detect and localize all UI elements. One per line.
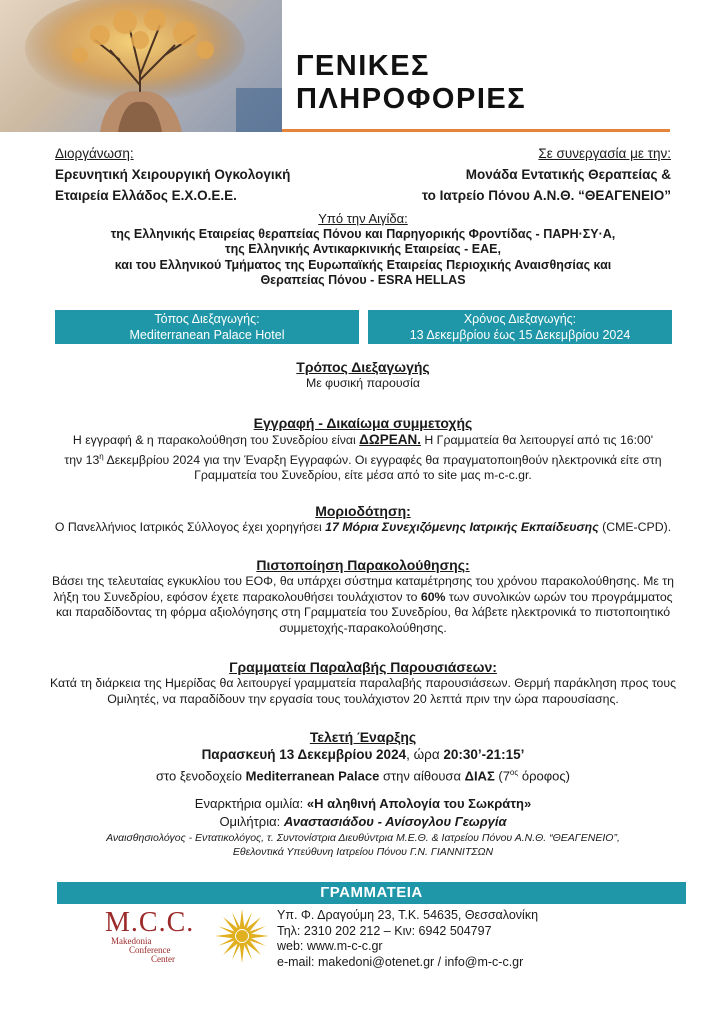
partner-label: Σε συνεργασία με την: (538, 146, 671, 161)
hero-artwork (0, 0, 282, 132)
mode-section (40, 358, 686, 392)
title-line-1: ΓΕΝΙΚΕΣ (296, 50, 430, 82)
tree-hands-illustration (0, 0, 282, 132)
organizer-block (55, 143, 290, 206)
opening-date: Παρασκευή 13 Δεκεμβρίου 2024 (201, 747, 407, 762)
logo-sub-3: Center (151, 954, 175, 964)
page-title (296, 50, 526, 116)
aegis-line-3: και του Ελληνικού Τμήματος της Ευρωπαϊκής Εταιρείας Περιοχικής Αναισθησίας και (114, 257, 612, 272)
dates-value: 13 Δεκεμβρίου έως 15 Δεκεμβρίου 2024 (409, 328, 631, 342)
registration-section (40, 414, 686, 484)
aegis-label: Υπό την Αιγίδα: (318, 211, 408, 226)
registration-line-2 (40, 449, 686, 469)
credits-text-c: (CME-CPD). (598, 520, 672, 534)
registration-line-1 (40, 432, 686, 449)
opening-venue-c: στην αίθουσα (379, 768, 465, 784)
certificate-heading: Πιστοποίηση Παρακολούθησης: (256, 557, 470, 573)
lecture-line (40, 795, 686, 813)
opening-floor-b: όροφος) (518, 768, 570, 784)
speaker-role-1: Αναισθησιολόγος - Εντατικολόγος, τ. Συντονίστρια Διευθύντρια Μ.Ε.Θ. & Ιατρείου Πόνου Α.Ν.Θ. “ΘΕΑΓΕΝΕΙΟ”, (106, 832, 620, 845)
opening-heading: Τελετή Έναρξης (309, 729, 417, 745)
logo-sub-1: Makedonia (111, 936, 152, 946)
mcc-logo (105, 907, 265, 969)
registration-text-c: Η Γραμματεία θα λειτουργεί από τις 16:00' (420, 433, 654, 447)
secretariat-banner: ΓΡΑΜΜΑΤΕΙΑ (57, 882, 686, 904)
opening-section (40, 728, 686, 859)
opening-date-line (40, 746, 686, 764)
speaker-role-2: Εθελοντικά Υπεύθυνη Ιατρείου Πόνου Γ.Ν. ΓΙΑΝΝΙΤΣΩΝ (232, 846, 494, 859)
aegis-line-1: της Ελληνικής Εταιρείας θεραπείας Πόνου και Παρηγορικής Φροντίδας - ΠΑΡΗ·ΣΥ·Α, (110, 226, 616, 241)
aegis-line-2: της Ελληνικής Αντικαρκινικής Εταιρείας - ΕΑΕ, (225, 242, 501, 256)
opening-hall: ΔΙΑΣ (464, 768, 495, 784)
certificate-percent: 60% (420, 589, 446, 604)
partner-line-1: Μονάδα Εντατικής Θεραπείας & (465, 167, 671, 182)
certificate-line-2 (40, 590, 686, 606)
certificate-line-1: Βάσει της τελευταίας εγκυκλίου του ΕΟΦ, θα υπάρχει σύστημα καταμέτρησης του χρόνου παρακολούθησης. Με τη (52, 574, 674, 588)
title-line-2: ΠΛΗΡΟΦΟΡΙΕΣ (296, 83, 527, 115)
contact-web[interactable]: web: www.m-c-c.gr (277, 939, 383, 953)
credits-text-a: Ο Πανελλήνιος Ιατρικός Σύλλογος έχει χορηγήσει (54, 520, 326, 534)
opening-hotel: Mediterranean Palace (245, 768, 380, 784)
mode-heading: Τρόπος Διεξαγωγής (296, 359, 430, 375)
certificate-line-3: και παραδίδοντας τη φόρμα αξιολόγησης στη Γραμματεία του Συνεδρίου, θα λάβετε ηλεκτρονικά το πιστοποιητικό (55, 605, 671, 619)
opening-venue-line (40, 764, 686, 785)
credits-section (40, 502, 686, 536)
registration-date-sup: η (99, 451, 104, 461)
dates-label: Χρόνος Διεξαγωγής: (463, 312, 577, 326)
registration-line-3: Γραμματεία του Συνεδρίου, είτε μέσα από το site μας m-c-c.gr. (194, 468, 532, 483)
contact-block (277, 908, 538, 970)
lecture-label: Εναρκτήρια ομιλία: (194, 796, 307, 812)
credits-points: 17 Μόρια Συνεχιζόμενης Ιατρικής Εκπαίδευσης (325, 520, 599, 534)
venue-label: Τόπος Διεξαγωγής: (154, 312, 260, 326)
credits-line (40, 520, 686, 536)
registration-heading: Εγγραφή - Δικαίωμα συμμετοχής (253, 415, 473, 431)
organizer-line-1: Ερευνητική Χειρουργική Ογκολογική (55, 167, 291, 182)
opening-floor-a: (7 (494, 768, 510, 784)
title-divider (282, 129, 670, 132)
certificate-section (40, 556, 686, 636)
opening-time: 20:30’-21:15’ (443, 747, 525, 762)
organizer-line-2: Εταιρεία Ελλάδος Ε.Χ.Ο.Ε.Ε. (55, 188, 237, 203)
certificate-text-a: λήξη του Συνεδρίου, εφόσον έχετε παρακολουθήσει τουλάχιστον το (53, 589, 421, 604)
logo-subtitle (111, 937, 175, 964)
speaker-line (40, 813, 686, 831)
speaker-name: Αναστασιάδου - Ανίσογλου Γεωργία (283, 814, 507, 830)
presentations-line-2: Ομιλητές, να παραδίδουν την εργασία τους τουλάχιστον 20 λεπτά πριν την ώρα παρουσίασης. (107, 691, 619, 706)
registration-text-a: Η εγγραφή & η παρακολούθηση του Συνεδρίου είναι (72, 433, 360, 447)
opening-time-label: , ώρα (406, 747, 444, 762)
logo-letters: M.C.C. (105, 907, 195, 938)
logo-sub-2: Conference (129, 945, 171, 955)
aegis-block (40, 211, 686, 289)
partner-line-2: το Ιατρείο Πόνου Α.Ν.Θ. “ΘΕΑΓΕΝΕΙΟ” (422, 188, 671, 203)
presentations-heading: Γραμματεία Παραλαβής Παρουσιάσεων: (229, 659, 497, 675)
opening-venue-a: στο ξενοδοχείο (156, 768, 246, 784)
registration-date-a: την 13 (64, 452, 100, 467)
venue-box (55, 310, 359, 344)
contact-address: Υπ. Φ. Δραγούμη 23, Τ.Κ. 54635, Θεσσαλονίκη (277, 908, 539, 922)
contact-phone: Τηλ: 2310 202 212 – Κιν: 6942 504797 (277, 923, 492, 938)
organizer-label: Διοργάνωση: (55, 146, 134, 161)
vergina-sun-icon (215, 907, 269, 965)
venue-value: Mediterranean Palace Hotel (129, 328, 285, 342)
contact-email[interactable]: e-mail: makedoni@otenet.gr / info@m-c-c.gr (277, 954, 524, 969)
registration-date-b: Δεκεμβρίου 2024 για την Έναρξη Εγγραφών. Οι εγγραφές θα πραγματοποιηθούν ηλεκτρονικά είτε στη (103, 452, 662, 467)
certificate-line-4: συμμετοχής-παρακολούθησης. (279, 620, 447, 635)
dates-box (368, 310, 672, 344)
free-entry-highlight: ΔΩΡΕΑΝ. (359, 432, 421, 447)
lecture-title: «Η αληθινή Απολογία του Σωκράτη» (306, 796, 532, 812)
mode-text: Με φυσική παρουσία (306, 376, 420, 390)
aegis-line-4: Θεραπείας Πόνου - ESRA HELLAS (260, 273, 466, 287)
partner-block (422, 143, 671, 206)
opening-floor-sup: ος (509, 768, 519, 777)
credits-heading: Μοριοδότηση: (315, 503, 411, 519)
presentations-section (40, 658, 686, 707)
speaker-label: Ομιλήτρια: (219, 814, 284, 830)
presentations-line-1: Κατά τη διάρκεια της Ημερίδας θα λειτουργεί γραμματεία παραλαβής παρουσιάσεων. Θερμή παράκληση προς τους (49, 676, 677, 690)
certificate-text-c: των συνολικών ωρών του προγράμματος (445, 589, 673, 604)
